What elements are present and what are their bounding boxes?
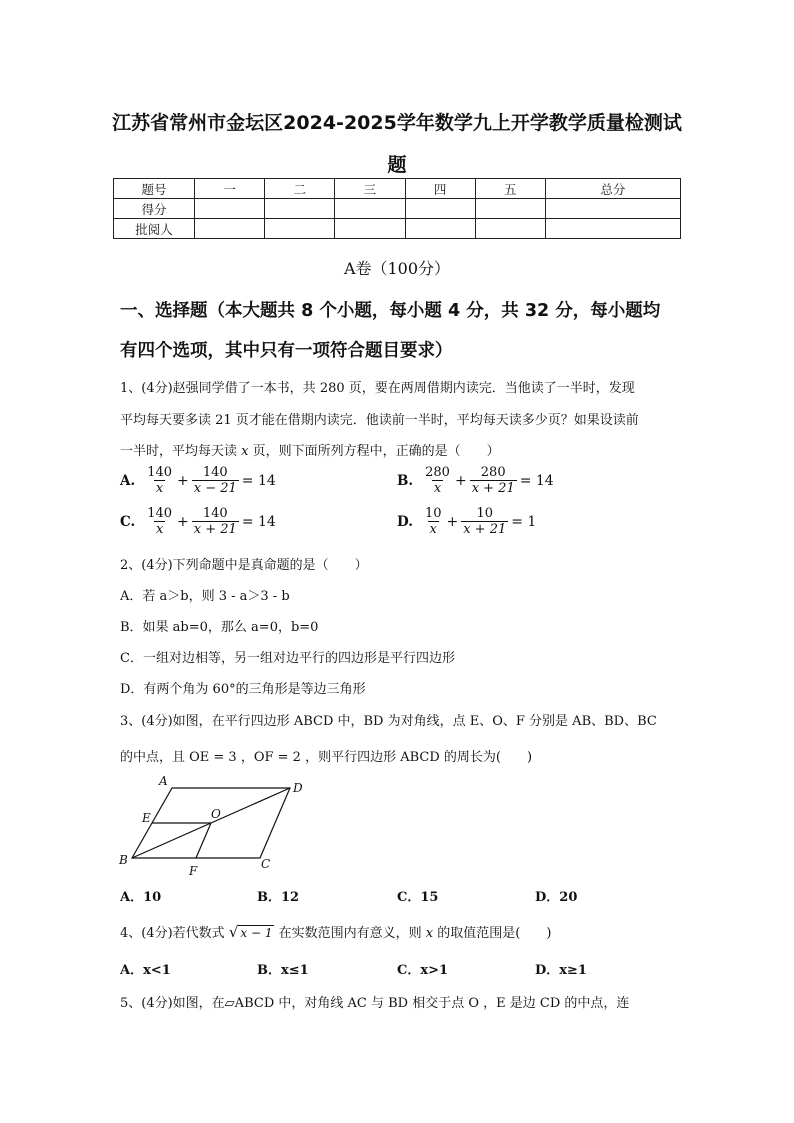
section-heading: A卷（100分） xyxy=(343,259,451,278)
operator: + xyxy=(177,472,189,489)
grader-cell[interactable] xyxy=(545,219,680,239)
score-cell[interactable] xyxy=(545,199,680,219)
q3-option-d[interactable]: D．20 xyxy=(535,890,578,905)
fraction xyxy=(192,506,239,537)
q2-option-d[interactable]: D．有两个角为 60°的三角形是等边三角形 xyxy=(120,682,366,697)
fraction xyxy=(145,506,174,537)
numerator: 280 xyxy=(425,465,450,480)
q4-option-c[interactable]: C．x>1 xyxy=(397,963,449,978)
sqrt-icon: √ xyxy=(228,923,239,941)
row-label: 批阅人 xyxy=(114,219,195,239)
label-d: D xyxy=(293,781,303,795)
denominator: x xyxy=(433,481,442,496)
q1-option-d[interactable] xyxy=(397,506,537,537)
numerator: 10 xyxy=(424,506,442,521)
q4-option-d[interactable]: D．x≥1 xyxy=(535,963,587,978)
label-b: B xyxy=(119,853,128,867)
fraction xyxy=(461,506,508,537)
q3-line1: 3、(4分)如图，在平行四边形 ABCD 中，BD 为对角线，点 E、O、F 分别是 AB、BD、BC xyxy=(120,714,657,729)
q3-option-a[interactable]: A．10 xyxy=(120,890,162,905)
score-cell[interactable] xyxy=(405,199,475,219)
q4-stem xyxy=(120,922,551,941)
numerator: 280 xyxy=(480,465,506,480)
q1-line3-a: 一半时，平均每天读 xyxy=(120,444,242,459)
header-cell: 二 xyxy=(265,179,335,199)
label-o: O xyxy=(211,807,221,821)
option-label: D. xyxy=(397,513,413,530)
score-cell[interactable] xyxy=(335,199,405,219)
denominator: x − 21 xyxy=(193,481,237,496)
numerator: 140 xyxy=(202,465,228,480)
denominator: x + 21 xyxy=(193,522,237,537)
score-cell[interactable] xyxy=(265,199,335,219)
q4-stem-c: 的取值范围是( ) xyxy=(437,926,552,941)
header-cell: 三 xyxy=(335,179,405,199)
exam-title-line1: 江苏省常州市金坛区2024-2025学年数学九上开学教学质量检测试 xyxy=(112,112,682,134)
rhs: = 14 xyxy=(519,472,554,489)
grader-cell[interactable] xyxy=(335,219,405,239)
rhs: = 1 xyxy=(511,513,537,530)
q2-stem: 2、(4分)下列命题中是真命题的是（ ） xyxy=(120,558,368,573)
label-a: A xyxy=(159,774,168,788)
numerator: 140 xyxy=(202,506,228,521)
score-cell[interactable] xyxy=(195,199,265,219)
q2-option-a[interactable]: A．若 a＞b，则 3 - a＞3 - b xyxy=(120,589,290,604)
option-label: C. xyxy=(120,513,136,530)
fraction xyxy=(192,465,239,496)
option-label: A. xyxy=(120,472,136,489)
header-cell: 题号 xyxy=(114,179,195,199)
grader-cell[interactable] xyxy=(195,219,265,239)
denominator: x xyxy=(155,481,164,496)
numerator: 140 xyxy=(147,465,173,480)
q4-option-a[interactable]: A．x<1 xyxy=(120,963,171,978)
q1-line3 xyxy=(120,440,500,459)
grader-cell[interactable] xyxy=(265,219,335,239)
q1-line2: 平均每天要多读 21 页才能在借期内读完．他读前一半时，平均每天读多少页？如果设读前 xyxy=(120,413,639,428)
q1-var: x xyxy=(241,444,249,459)
q3-option-c[interactable]: C．15 xyxy=(397,890,439,905)
q3-option-b[interactable]: B．12 xyxy=(257,890,300,905)
grader-cell[interactable] xyxy=(475,219,545,239)
q1-option-c[interactable] xyxy=(120,506,277,537)
header-cell: 五 xyxy=(475,179,545,199)
rhs: = 14 xyxy=(241,472,276,489)
rhs: = 14 xyxy=(241,513,276,530)
operator: + xyxy=(177,513,189,530)
q1-option-a[interactable] xyxy=(120,465,277,496)
label-f: F xyxy=(189,864,198,878)
numerator: 140 xyxy=(147,506,173,521)
q5-line1: 5、(4分)如图，在▱ABCD 中，对角线 AC 与 BD 相交于点 O ，E 是边 CD 的中点，连 xyxy=(120,996,630,1011)
part-heading-line1: 一、选择题（本大题共 8 个小题，每小题 4 分，共 32 分，每小题均 xyxy=(120,301,661,321)
grader-cell[interactable] xyxy=(405,219,475,239)
fraction xyxy=(423,506,444,537)
q1-line1: 1、(4分)赵强同学借了一本书，共 280 页，要在两周借期内读完．当他读了一半时，发现 xyxy=(120,381,635,396)
label-e: E xyxy=(142,811,151,825)
fraction xyxy=(145,465,174,496)
part-heading-line2: 有四个选项，其中只有一项符合题目要求） xyxy=(120,341,453,361)
denominator: x + 21 xyxy=(463,522,507,537)
q2-option-c[interactable]: C．一组对边相等，另一组对边平行的四边形是平行四边形 xyxy=(120,651,455,666)
q4-radicand: x − 1 xyxy=(240,926,273,940)
q4-option-b[interactable]: B．x≤1 xyxy=(257,963,309,978)
denominator: x xyxy=(429,522,437,537)
q1-option-b[interactable] xyxy=(397,465,555,496)
grader-row xyxy=(114,219,681,239)
header-cell: 四 xyxy=(405,179,475,199)
fraction xyxy=(423,465,452,496)
score-cell[interactable] xyxy=(475,199,545,219)
q4-stem-b: 在实数范围内有意义，则 xyxy=(278,926,422,941)
header-cell: 总分 xyxy=(545,179,680,199)
header-cell: 一 xyxy=(195,179,265,199)
parallelogram-figure xyxy=(115,772,315,882)
exam-title-line2: 题 xyxy=(387,154,407,176)
operator: + xyxy=(454,472,467,489)
score-table xyxy=(113,178,681,239)
score-row xyxy=(114,199,681,219)
denominator: x xyxy=(155,522,164,537)
q4-var: x xyxy=(425,926,434,941)
q4-stem-a: 4、(4分)若代数式 xyxy=(120,926,225,941)
denominator: x + 21 xyxy=(471,481,515,496)
label-c: C xyxy=(261,857,271,871)
operator: + xyxy=(446,513,459,530)
row-label: 得分 xyxy=(114,199,195,219)
q3-line2: 的中点，且 OE = 3 ，OF = 2 ，则平行四边形 ABCD 的周长为( ) xyxy=(120,750,533,765)
q2-option-b[interactable]: B．如果 ab=0，那么 a=0，b=0 xyxy=(120,620,319,635)
q1-line3-b: 页，则下面所列方程中，正确的是（ ） xyxy=(248,444,500,459)
option-label: B. xyxy=(397,472,414,489)
numerator: 10 xyxy=(476,506,493,521)
score-table-header-row xyxy=(114,179,681,199)
fraction xyxy=(470,465,517,496)
